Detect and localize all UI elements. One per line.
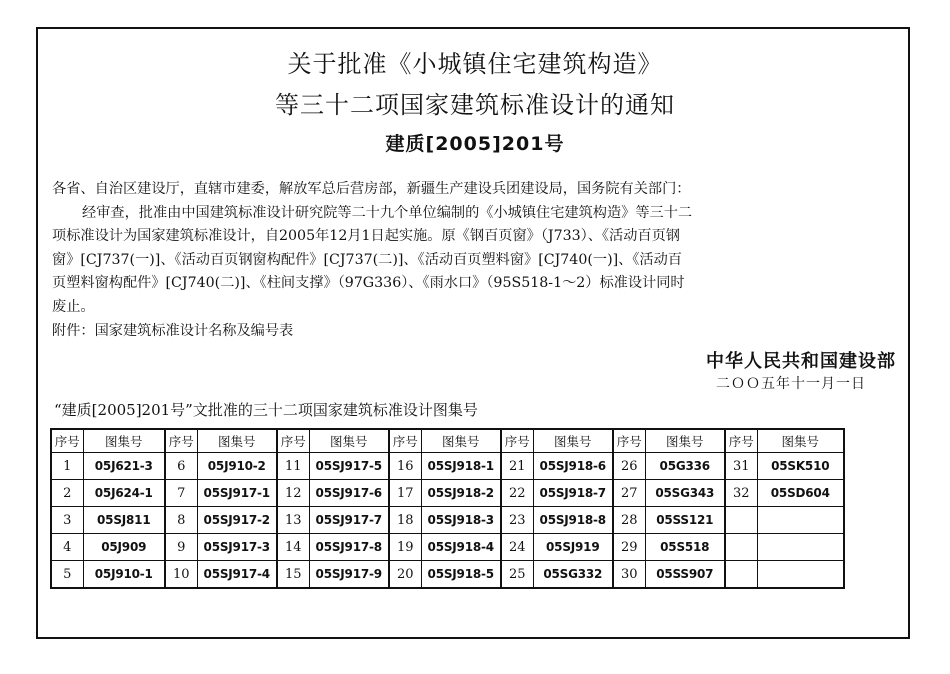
row-number-cell: 24 <box>501 534 533 561</box>
signature-organization: 中华人民共和国建设部 <box>706 351 896 372</box>
paragraph-line: 项标准设计为国家建筑标准设计，自2005年12月1日起实施。原《钢百页窗》（J733）、《活动百页钢 <box>52 228 680 245</box>
atlas-code-cell <box>757 561 844 589</box>
row-number-cell: 1 <box>51 453 83 480</box>
header-code: 图集号 <box>309 429 389 453</box>
title-line-2: 等三十二项国家建筑标准设计的通知 <box>275 91 675 119</box>
row-number-cell: 8 <box>165 507 197 534</box>
row-number-cell: 3 <box>51 507 83 534</box>
atlas-code-cell: 05SJ917-7 <box>309 507 389 534</box>
row-number-cell: 18 <box>389 507 421 534</box>
atlas-code-cell: 05SJ918-3 <box>421 507 501 534</box>
atlas-code-cell: 05SJ919 <box>533 534 613 561</box>
atlas-code-cell: 05SS907 <box>645 561 725 589</box>
atlas-code-cell: 05SJ918-8 <box>533 507 613 534</box>
row-number-cell: 9 <box>165 534 197 561</box>
atlas-code-cell: 05J909 <box>83 534 165 561</box>
header-number: 序号 <box>165 429 197 453</box>
header-code: 图集号 <box>83 429 165 453</box>
paragraph-line: 页塑料窗构配件》[CJ740(二)]、《柱间支撑》（97G336）、《雨水口》（95S518-1～2）标准设计同时 <box>52 275 685 292</box>
table-title: “建质[2005]201号”文批准的三十二项国家建筑标准设计图集号 <box>54 401 478 419</box>
atlas-code-cell: 05SJ917-8 <box>309 534 389 561</box>
row-number-cell: 26 <box>613 453 645 480</box>
paragraph-line: 经审查，批准由中国建筑标准设计研究院等二十九个单位编制的《小城镇住宅建筑构造》等三十二 <box>82 204 693 221</box>
header-number: 序号 <box>725 429 757 453</box>
table-row <box>51 453 844 480</box>
row-number-cell: 28 <box>613 507 645 534</box>
row-number-cell: 17 <box>389 480 421 507</box>
atlas-code-cell: 05SJ917-9 <box>309 561 389 589</box>
paragraph-line: 废止。 <box>52 298 95 315</box>
atlas-code-cell: 05SJ917-4 <box>197 561 277 589</box>
header-code: 图集号 <box>757 429 844 453</box>
atlas-code-cell: 05SJ917-5 <box>309 453 389 480</box>
notice-body <box>52 178 837 343</box>
title-line-1: 关于批准《小城镇住宅建筑构造》 <box>287 50 663 78</box>
attachment-note: 附件：国家建筑标准设计名称及编号表 <box>52 322 294 339</box>
table-row <box>51 507 844 534</box>
row-number-cell: 12 <box>277 480 309 507</box>
row-number-cell: 13 <box>277 507 309 534</box>
atlas-code-cell: 05SJ918-2 <box>421 480 501 507</box>
paragraph-line: 窗》[CJ737(一)]、《活动百页钢窗构配件》[CJ737(二)]、《活动百页塑料窗》[CJ740(一)]、《活动百 <box>52 251 682 268</box>
atlas-code-cell: 05SJ918-5 <box>421 561 501 589</box>
atlas-code-cell: 05J621-3 <box>83 453 165 480</box>
header-code: 图集号 <box>197 429 277 453</box>
header-code: 图集号 <box>421 429 501 453</box>
row-number-cell: 25 <box>501 561 533 589</box>
table-row <box>51 561 844 589</box>
atlas-code-cell <box>757 534 844 561</box>
row-number-cell: 22 <box>501 480 533 507</box>
atlas-code-cell: 05SJ917-2 <box>197 507 277 534</box>
row-number-cell: 31 <box>725 453 757 480</box>
row-number-cell: 6 <box>165 453 197 480</box>
atlas-code-cell: 05G336 <box>645 453 725 480</box>
row-number-cell: 20 <box>389 561 421 589</box>
atlas-code-cell: 05SK510 <box>757 453 844 480</box>
atlas-code-cell: 05SG332 <box>533 561 613 589</box>
row-number-cell: 2 <box>51 480 83 507</box>
row-number-cell <box>725 534 757 561</box>
atlas-code-cell: 05SJ811 <box>83 507 165 534</box>
atlas-code-cell: 05S518 <box>645 534 725 561</box>
row-number-cell: 4 <box>51 534 83 561</box>
atlas-code-cell: 05SJ918-6 <box>533 453 613 480</box>
header-number: 序号 <box>389 429 421 453</box>
header-number: 序号 <box>501 429 533 453</box>
row-number-cell: 30 <box>613 561 645 589</box>
table-header-row <box>51 429 844 453</box>
header-code: 图集号 <box>645 429 725 453</box>
row-number-cell: 7 <box>165 480 197 507</box>
atlas-code-cell: 05J624-1 <box>83 480 165 507</box>
row-number-cell: 15 <box>277 561 309 589</box>
table-row <box>51 480 844 507</box>
atlas-code-cell: 05J910-2 <box>197 453 277 480</box>
row-number-cell: 10 <box>165 561 197 589</box>
addressee: 各省、自治区建设厅，直辖市建委，解放军总后营房部，新疆生产建设兵团建设局，国务院有关部门： <box>52 181 691 197</box>
atlas-code-cell: 05J910-1 <box>83 561 165 589</box>
signature-date: 二ＯＯ五年十一月一日 <box>716 376 866 392</box>
atlas-code-cell: 05SJ917-6 <box>309 480 389 507</box>
atlas-number-table <box>50 428 845 589</box>
header-number: 序号 <box>51 429 83 453</box>
atlas-code-cell: 05SS121 <box>645 507 725 534</box>
row-number-cell: 27 <box>613 480 645 507</box>
atlas-code-cell: 05SJ917-1 <box>197 480 277 507</box>
atlas-code-cell: 05SD604 <box>757 480 844 507</box>
atlas-code-cell: 05SJ918-7 <box>533 480 613 507</box>
row-number-cell: 23 <box>501 507 533 534</box>
header-code: 图集号 <box>533 429 613 453</box>
atlas-code-cell: 05SJ917-3 <box>197 534 277 561</box>
atlas-code-cell: 05SG343 <box>645 480 725 507</box>
atlas-code-cell: 05SJ918-1 <box>421 453 501 480</box>
row-number-cell: 5 <box>51 561 83 589</box>
row-number-cell: 32 <box>725 480 757 507</box>
row-number-cell: 14 <box>277 534 309 561</box>
table-row <box>51 534 844 561</box>
row-number-cell: 11 <box>277 453 309 480</box>
row-number-cell: 21 <box>501 453 533 480</box>
atlas-code-cell <box>757 507 844 534</box>
row-number-cell <box>725 561 757 589</box>
document-number: 建质[2005]201号 <box>385 133 565 155</box>
row-number-cell: 29 <box>613 534 645 561</box>
row-number-cell: 16 <box>389 453 421 480</box>
row-number-cell <box>725 507 757 534</box>
header-number: 序号 <box>277 429 309 453</box>
row-number-cell: 19 <box>389 534 421 561</box>
atlas-code-cell: 05SJ918-4 <box>421 534 501 561</box>
header-number: 序号 <box>613 429 645 453</box>
